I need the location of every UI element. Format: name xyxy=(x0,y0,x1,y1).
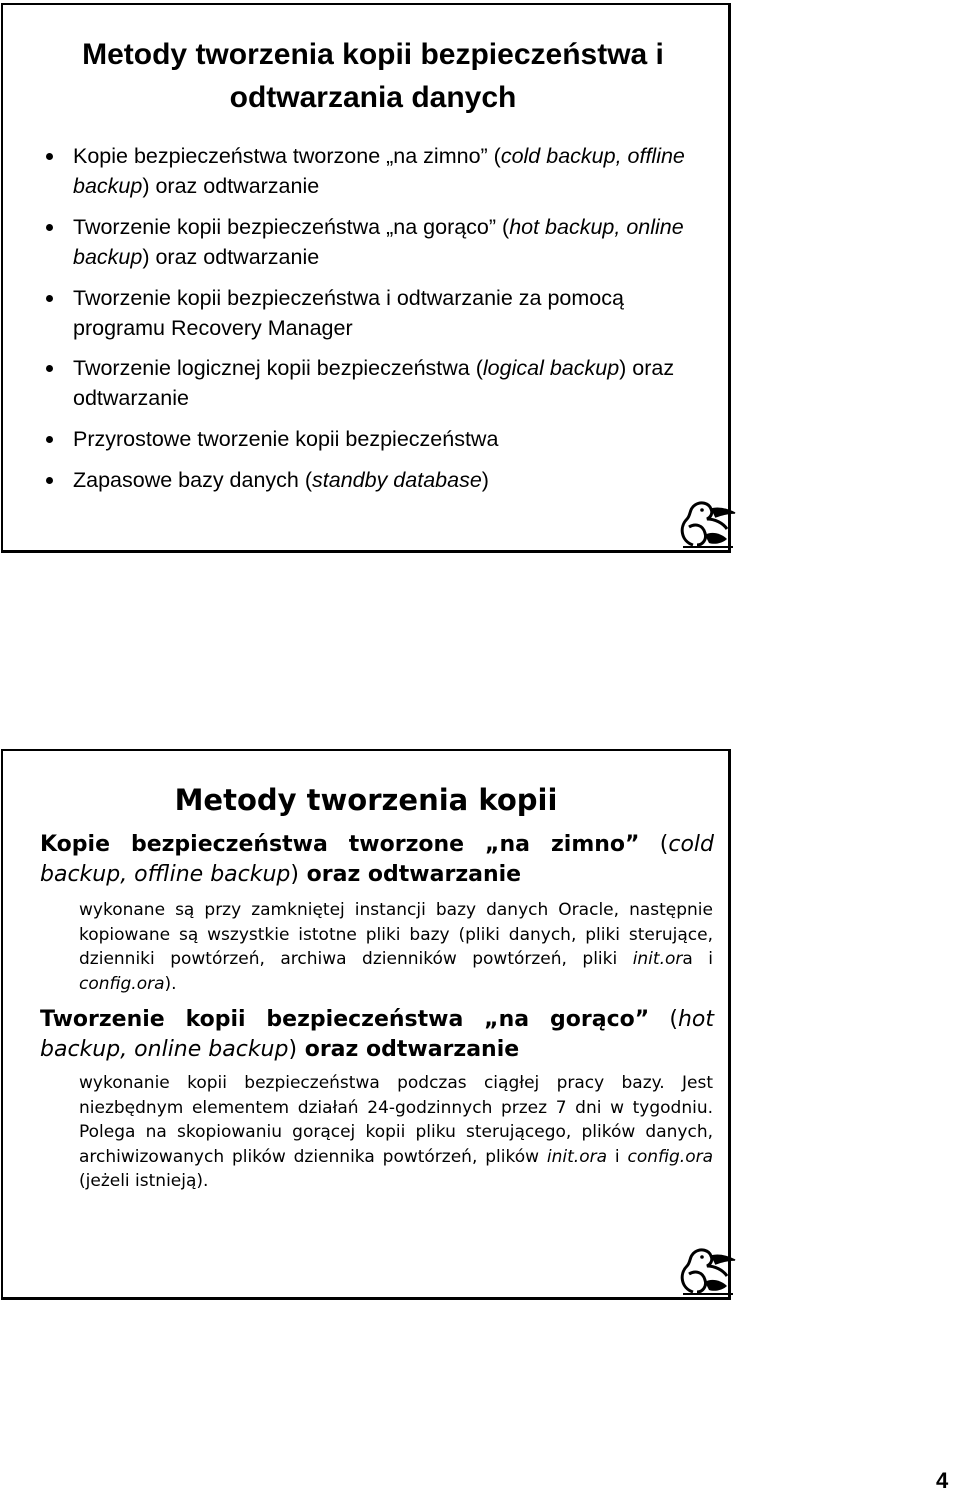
slide-2-title: Metody tworzenia kopii xyxy=(174,783,558,817)
pelican-logo-icon xyxy=(675,497,737,549)
bullet-item: Tworzenie kopii bezpieczeństwa i odtwarzanie za pomocą programu Recovery Manager xyxy=(41,283,711,343)
section-heading-cold-backup: Kopie bezpieczeństwa tworzone „na zimno” (cold backup, offline backup) oraz odtwarzanie xyxy=(40,832,714,887)
bullet-item: Przyrostowe tworzenie kopii bezpieczeństwa xyxy=(41,424,711,454)
bullet-item: Zapasowe bazy danych (standby database) xyxy=(41,465,711,495)
slide-2 xyxy=(1,749,731,1300)
slide-1 xyxy=(1,3,731,553)
bullet-item: Tworzenie kopii bezpieczeństwa „na gorąco” (hot backup, online backup) oraz odtwarzanie xyxy=(41,212,711,272)
section-body-cold-backup: wykonane są przy zamkniętej instancji bazy danych Oracle, następnie kopiowane są wszystkie istotne pliki bazy (pliki danych, pliki sterujące, dzienniki powtórzeń, archiwa dzienników powtórzeń, pliki init.ora i config.ora). xyxy=(79,900,713,994)
bullet-item: Kopie bezpieczeństwa tworzone „na zimno” (cold backup, offline backup) oraz odtwarzanie xyxy=(41,141,711,201)
slide-1-title: Metody tworzenia kopii bezpieczeństwa i odtwarzania danych xyxy=(82,38,664,114)
section-heading-hot-backup: Tworzenie kopii bezpieczeństwa „na gorąco” (hot backup, online backup) oraz odtwarzanie xyxy=(40,1007,714,1062)
section-body-hot-backup: wykonanie kopii bezpieczeństwa podczas ciągłej pracy bazy. Jest niezbędnym elementem działań 24-godzinnych przez 7 dni w tygodniu. Polega na skopiowaniu gorącej kopii pliku sterującego, plików danych, archiwizowanych plików dziennika powtórzeń, plików init.ora i config.ora (jeżeli istnieją). xyxy=(79,1073,714,1191)
bullet-item: Tworzenie logicznej kopii bezpieczeństwa (logical backup) oraz odtwarzanie xyxy=(41,353,711,413)
pelican-logo-icon xyxy=(675,1244,737,1296)
slide-1-bullet-list xyxy=(41,141,711,506)
page-number: 4 xyxy=(936,1468,949,1493)
